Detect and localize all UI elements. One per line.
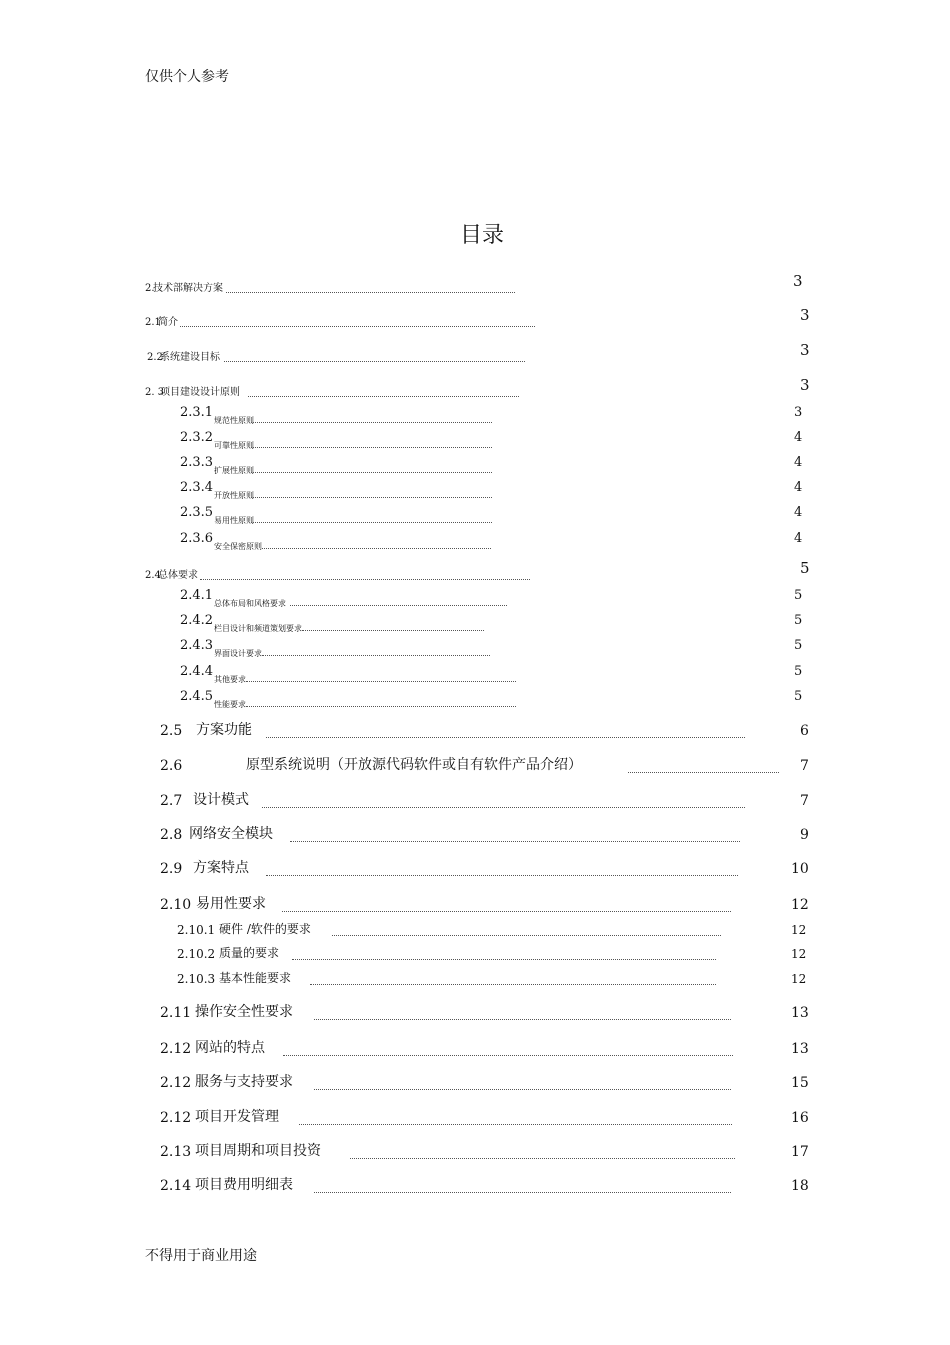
toc-leader-dots — [302, 630, 484, 631]
toc-entry-page: 10 — [791, 861, 809, 877]
toc-entry-label: 项目周期和项目投资 — [195, 1143, 321, 1159]
toc-entry-page: 3 — [800, 306, 810, 324]
toc-entry-label: 项目开发管理 — [195, 1109, 279, 1125]
toc-leader-dots — [314, 1019, 731, 1020]
toc-entry-number: 2. — [145, 283, 155, 294]
toc-entry-page: 16 — [791, 1110, 809, 1126]
toc-entry-label: 可靠性原则 — [214, 441, 254, 450]
toc-entry-label: 技术部解决方案 — [153, 283, 223, 294]
toc-entry-page: 13 — [791, 1041, 809, 1057]
toc-entry-number: 2.4 — [145, 570, 161, 581]
toc-entry[interactable] — [0, 270, 950, 300]
toc-entry-label: 设计模式 — [193, 792, 249, 808]
toc-entry[interactable] — [0, 1067, 950, 1097]
toc-entry-number: 2.14 — [160, 1178, 192, 1194]
toc-entry-label: 简介 — [158, 317, 178, 328]
toc-entry-number: 2.6 — [160, 758, 183, 774]
toc-leader-dots — [246, 681, 516, 682]
toc-entry-page: 3 — [800, 376, 810, 394]
toc-leader-dots — [251, 497, 492, 498]
toc-title: 目录 — [460, 223, 505, 248]
toc-entry-number: 2.4.1 — [180, 588, 214, 603]
toc-entry[interactable] — [0, 339, 950, 369]
toc-entry-page: 9 — [800, 827, 809, 843]
toc-entry-label: 系统建设目标 — [160, 352, 220, 363]
toc-entry-page: 4 — [794, 505, 803, 520]
toc-entry-label: 总体要求 — [158, 570, 198, 581]
toc-entry-number: 2.3.1 — [180, 405, 214, 420]
toc-entry[interactable] — [0, 1033, 950, 1063]
toc-leader-dots — [292, 959, 716, 960]
toc-entry-page: 5 — [794, 638, 803, 653]
toc-entry-label: 开放性原则 — [214, 491, 254, 500]
toc-entry-label: 质量的要求 — [219, 946, 280, 960]
toc-entry-page: 5 — [794, 664, 803, 679]
toc-leader-dots — [246, 706, 516, 707]
toc-leader-dots — [251, 447, 492, 448]
toc-entry-number: 2.3.6 — [180, 531, 214, 546]
toc-entry-label: 原型系统说明（开放源代码软件或自有软件产品介绍） — [246, 757, 582, 773]
toc-leader-dots — [251, 422, 492, 423]
toc-entry[interactable] — [0, 1170, 950, 1200]
toc-entry[interactable] — [0, 1102, 950, 1132]
toc-leader-dots — [180, 326, 535, 327]
toc-entry-number: 2. 3 — [145, 387, 165, 398]
toc-entry[interactable] — [0, 785, 950, 815]
toc-leader-dots — [628, 772, 779, 773]
toc-entry-label: 规范性原则 — [214, 416, 254, 425]
toc-entry-number: 2.4.3 — [180, 638, 214, 653]
toc-entry-label: 方案功能 — [196, 722, 252, 738]
toc-entry-number: 2.10.3 — [177, 972, 216, 986]
toc-leader-dots — [290, 605, 507, 606]
toc-entry-number: 2.3.2 — [180, 430, 214, 445]
toc-leader-dots — [200, 579, 530, 580]
toc-leader-dots — [262, 807, 745, 808]
toc-entry-label: 基本性能要求 — [219, 971, 292, 985]
toc-entry-number: 2.3.5 — [180, 505, 214, 520]
toc-entry-label: 服务与支持要求 — [195, 1074, 293, 1090]
toc-entry-number: 2.1 — [145, 317, 161, 328]
toc-entry-page: 3 — [800, 341, 810, 359]
toc-entry-number: 2.12 — [160, 1110, 192, 1126]
toc-entry-number: 2.10 — [160, 897, 192, 913]
toc-entry-page: 5 — [794, 689, 803, 704]
toc-leader-dots — [350, 1158, 735, 1159]
toc-leader-dots — [224, 361, 525, 362]
toc-entry-number: 2.12 — [160, 1041, 192, 1057]
toc-entry-page: 5 — [800, 559, 810, 577]
toc-entry[interactable] — [0, 997, 950, 1027]
toc-entry-page: 5 — [794, 613, 803, 628]
toc-entry-label: 操作安全性要求 — [195, 1004, 293, 1020]
toc-entry-page: 4 — [794, 430, 803, 445]
toc-entry-number: 2.12 — [160, 1075, 192, 1091]
toc-entry-page: 15 — [791, 1075, 809, 1091]
toc-entry[interactable] — [0, 715, 950, 745]
toc-entry-page: 18 — [791, 1178, 809, 1194]
toc-entry-number: 2.4.2 — [180, 613, 214, 628]
toc-entry-label: 方案特点 — [193, 860, 249, 876]
toc-entry-label: 易用性要求 — [196, 896, 266, 912]
toc-entry-page: 5 — [794, 588, 803, 603]
toc-leader-dots — [226, 292, 515, 293]
toc-entry-label: 网络安全模块 — [189, 826, 273, 842]
toc-entry-page: 12 — [791, 972, 807, 986]
toc-entry-number: 2.3.3 — [180, 455, 214, 470]
toc-leader-dots — [299, 1124, 732, 1125]
toc-leader-dots — [251, 522, 492, 523]
toc-leader-dots — [290, 841, 740, 842]
toc-entry-label: 项目建设设计原则 — [160, 387, 240, 398]
toc-leader-dots — [248, 396, 519, 397]
toc-entry[interactable] — [0, 684, 950, 714]
toc-leader-dots — [262, 548, 491, 549]
toc-entry-page: 3 — [794, 405, 803, 420]
toc-leader-dots — [251, 472, 492, 473]
toc-entry-page: 17 — [791, 1144, 809, 1160]
toc-entry[interactable] — [0, 304, 950, 334]
toc-entry-number: 2.4.5 — [180, 689, 214, 704]
toc-entry-number: 2.2 — [147, 352, 163, 363]
toc-leader-dots — [310, 984, 716, 985]
toc-entry-page: 6 — [800, 723, 809, 739]
toc-entry-label: 易用性原则 — [214, 516, 254, 525]
toc-entry-label: 扩展性原则 — [214, 466, 254, 475]
toc-leader-dots — [314, 1192, 731, 1193]
toc-entry-label: 性能要求 — [214, 700, 246, 709]
toc-leader-dots — [282, 911, 731, 912]
toc-entry-number: 2.7 — [160, 793, 183, 809]
toc-entry-number: 2.5 — [160, 723, 183, 739]
toc-entry-page: 7 — [800, 793, 809, 809]
toc-leader-dots — [332, 935, 721, 936]
toc-entry[interactable] — [0, 526, 950, 556]
toc-entry-page: 4 — [794, 480, 803, 495]
toc-leader-dots — [266, 737, 745, 738]
toc-entry-page: 12 — [791, 897, 809, 913]
toc-entry-page: 12 — [791, 947, 807, 961]
toc-leader-dots — [262, 655, 490, 656]
toc-entry-number: 2.10.2 — [177, 947, 216, 961]
toc-entry-label: 硬件 /软件的要求 — [219, 922, 311, 936]
toc-entry-label: 总体布局和风格要求 — [214, 599, 286, 608]
toc-leader-dots — [314, 1089, 731, 1090]
toc-leader-dots — [266, 875, 738, 876]
toc-entry-page: 3 — [793, 272, 803, 290]
toc-entry[interactable] — [0, 853, 950, 883]
toc-entry[interactable] — [0, 750, 950, 780]
toc-entry-page: 12 — [791, 923, 807, 937]
toc-entry-number: 2.4.4 — [180, 664, 214, 679]
toc-entry-number: 2.3.4 — [180, 480, 214, 495]
toc-entry-number: 2.13 — [160, 1144, 192, 1160]
toc-entry-number: 2.10.1 — [177, 923, 216, 937]
toc-entry-label: 栏目设计和频道策划要求 — [214, 624, 302, 633]
toc-entry-label: 项目费用明细表 — [195, 1177, 293, 1193]
footer-note: 不得用于商业用途 — [145, 1248, 257, 1264]
toc-leader-dots — [283, 1055, 733, 1056]
toc-entry-label: 界面设计要求 — [214, 649, 262, 658]
toc-entry[interactable] — [0, 819, 950, 849]
toc-entry-label: 安全保密原则 — [214, 542, 262, 551]
toc-entry-label: 其他要求 — [214, 675, 246, 684]
toc-entry-page: 13 — [791, 1005, 809, 1021]
toc-entry-number: 2.11 — [160, 1005, 192, 1021]
toc-entry-number: 2.8 — [160, 827, 183, 843]
toc-entry-label: 网站的特点 — [195, 1040, 265, 1056]
toc-entry[interactable] — [0, 1136, 950, 1166]
header-note: 仅供个人参考 — [145, 69, 229, 85]
toc-entry-page: 7 — [800, 758, 809, 774]
toc-entry-page: 4 — [794, 531, 803, 546]
toc-entry-page: 4 — [794, 455, 803, 470]
toc-entry-number: 2.9 — [160, 861, 183, 877]
toc-entry[interactable] — [0, 962, 950, 992]
